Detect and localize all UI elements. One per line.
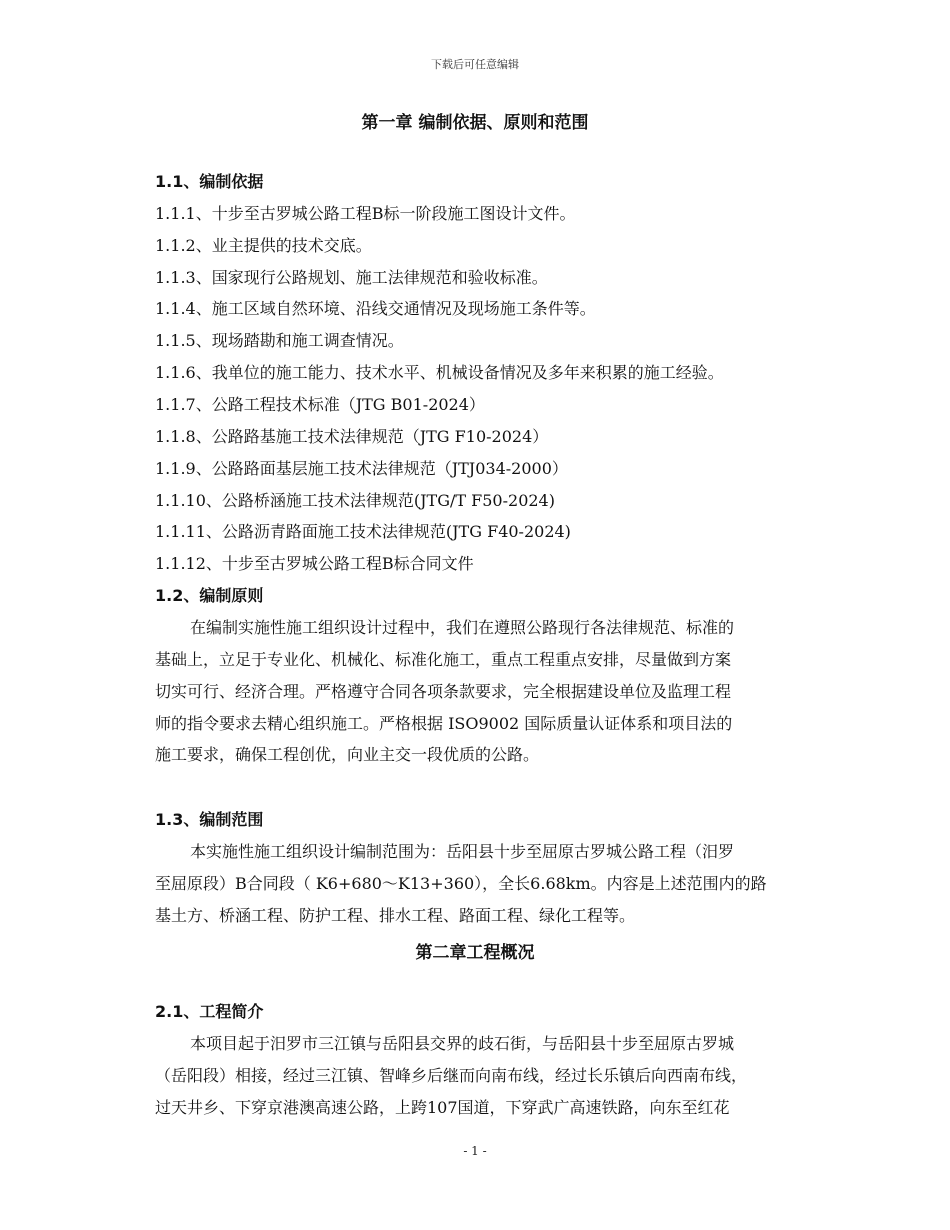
paragraph-line: 师的指令要求去精心组织施工。严格根据 ISO9002 国际质量认证体系和项目法的 [155,714,733,733]
list-item: 1.1.1、十步至古罗城公路工程B标一阶段施工图设计文件。 [155,204,576,223]
chapter-1-title: 第一章 编制依据、原则和范围 [361,113,589,133]
section-1-3-heading: 1.3、编制范围 [155,810,264,829]
paragraph-line: 施工要求，确保工程创优，向业主交一段优质的公路。 [155,745,540,764]
list-item: 1.1.8、公路路基施工技术法律规范（JTG F10-2024） [155,427,549,446]
list-item: 1.1.9、公路路面基层施工技术法律规范（JTJ034-2000） [155,459,568,478]
section-1-2-heading: 1.2、编制原则 [155,586,264,605]
list-item: 1.1.3、国家现行公路规划、施工法律规范和验收标准。 [155,268,548,287]
paragraph-line: 至屈原段）B合同段（ K6+680～K13+360），全长6.68km。内容是上述范围内的路 [155,874,767,893]
section-1-1-heading: 1.1、编制依据 [155,172,264,191]
paragraph-line: 在编制实施性施工组织设计过程中，我们在遵照公路现行各法律规范、标准的 [190,618,735,637]
chapter-2-title: 第二章工程概况 [415,943,535,963]
paragraph-line: 基土方、桥涵工程、防护工程、排水工程、路面工程、绿化工程等。 [155,906,636,925]
list-item: 1.1.5、现场踏勘和施工调查情况。 [155,331,404,350]
list-item: 1.1.10、公路桥涵施工技术法律规范(JTG/T F50-2024) [155,491,555,510]
list-item: 1.1.7、公路工程技术标准（JTG B01-2024） [155,395,485,414]
paragraph-line: 本项目起于汨罗市三江镇与岳阳县交界的歧石街，与岳阳县十步至屈原古罗城 [190,1034,735,1053]
list-item: 1.1.4、施工区域自然环境、沿线交通情况及现场施工条件等。 [155,299,596,318]
paragraph-line: （岳阳段）相接，经过三江镇、智峰乡后继而向南布线，经过长乐镇后向西南布线， [155,1066,748,1085]
list-item: 1.1.12、十步至古罗城公路工程B标合同文件 [155,554,474,573]
paragraph-line: 过天井乡、下穿京港澳高速公路，上跨107国道，下穿武广高速铁路，向东至红花 [155,1098,730,1117]
paragraph-line: 本实施性施工组织设计编制范围为：岳阳县十步至屈原古罗城公路工程（汨罗 [190,842,735,861]
paragraph-line: 切实可行、经济合理。严格遵守合同各项条款要求，完全根据建设单位及监理工程 [155,682,732,701]
section-2-1-heading: 2.1、工程简介 [155,1002,264,1021]
paragraph-line: 基础上，立足于专业化、机械化、标准化施工，重点工程重点安排，尽量做到方案 [155,650,732,669]
list-item: 1.1.11、公路沥青路面施工技术法律规范(JTG F40-2024) [155,522,571,541]
list-item: 1.1.2、业主提供的技术交底。 [155,236,372,255]
header-note: 下载后可任意编辑 [431,58,519,71]
list-item: 1.1.6、我单位的施工能力、技术水平、机械设备情况及多年来积累的施工经验。 [155,363,724,382]
page-number: - 1 - [463,1144,487,1158]
